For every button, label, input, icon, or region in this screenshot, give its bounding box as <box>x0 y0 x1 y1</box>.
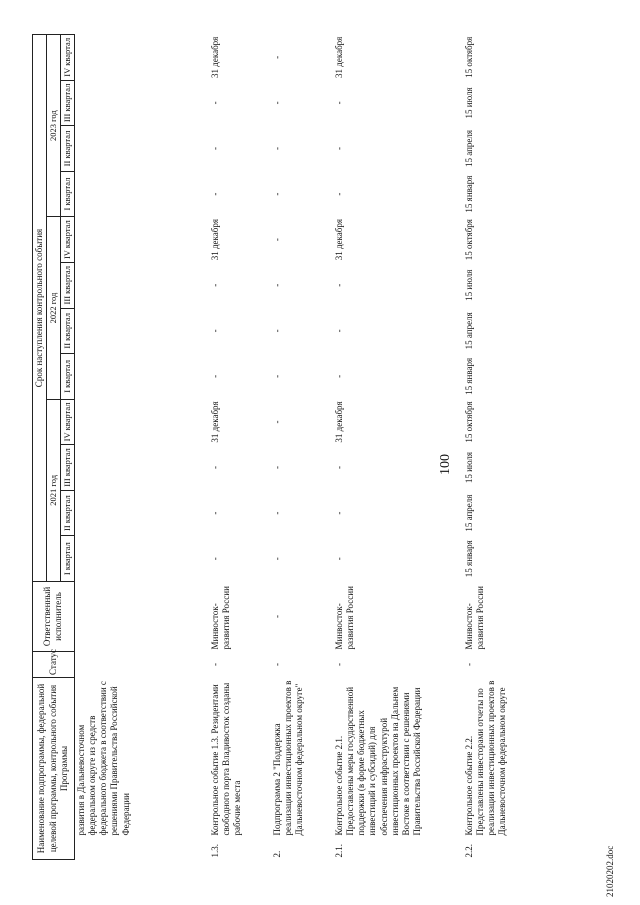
control-events-table <box>32 34 565 860</box>
row-number: 2.2. <box>463 844 474 858</box>
row-term-cell: - <box>209 192 220 196</box>
row-term-cell: 15 июля <box>463 451 474 484</box>
header-name: Наименование подпрограммы, федеральной целевой программы, контрольного события Программы <box>33 677 75 859</box>
row-name: Подпрограмма 2 "Поддержка реализации инвестиционных проектов в Дальневосточном федеральном округе" <box>271 680 304 836</box>
row-term-cell: - <box>271 238 282 242</box>
row-term-cell: - <box>333 329 344 333</box>
table-row <box>463 35 565 860</box>
row-term-cell: - <box>271 147 282 150</box>
row-term-cell <box>74 536 209 582</box>
row-status <box>74 651 209 677</box>
row-term-cell <box>74 262 209 308</box>
header-quarter: II квартал <box>60 308 74 354</box>
row-term-cell <box>74 445 209 491</box>
row-name: Контрольное событие 2.1. Предоставлены меры государственной поддержки (в форме бюджетных инвестиций и субсидий) для обеспечения инфраструктурой инвестиционных проектов на Дальнем Востоке в соответствии с решениями Правительства Российской Федерации <box>333 686 423 836</box>
table-row <box>333 35 463 860</box>
row-status: - <box>463 662 474 666</box>
row-term-cell: 31 декабря <box>209 401 220 443</box>
row-term-cell: 31 декабря <box>333 401 344 443</box>
row-term-cell: - <box>271 192 282 196</box>
row-term-cell: 15 октября <box>463 219 474 261</box>
row-name: Контрольное событие 1.3. Резидентами свободного порта Владивосток созданы рабочие места <box>209 682 242 836</box>
row-term-cell: - <box>333 374 344 378</box>
row-term-cell: 31 декабря <box>209 36 220 78</box>
row-term-cell: - <box>271 55 282 59</box>
row-term-cell: 15 июля <box>463 87 474 119</box>
row-executor: Минвосток-развития России <box>209 586 231 650</box>
header-quarter: IV квартал <box>60 217 74 263</box>
header-quarter: III квартал <box>60 262 74 308</box>
row-term-cell: 15 января <box>463 540 474 578</box>
row-term-cell <box>74 80 209 126</box>
row-number: 2. <box>271 850 282 858</box>
row-term-cell: 15 апреля <box>463 494 474 532</box>
row-term-cell <box>74 354 209 400</box>
row-term-cell: - <box>333 466 344 470</box>
row-term-cell: - <box>271 283 282 287</box>
header-quarter: III квартал <box>60 445 74 491</box>
row-number: 2.1. <box>333 844 344 858</box>
row-term-cell: - <box>209 374 220 378</box>
row-term-cell: 15 октября <box>463 36 474 78</box>
row-term-cell: 15 января <box>463 357 474 395</box>
header-year-2022: 2022 год <box>47 217 61 399</box>
row-term-cell: - <box>271 374 282 378</box>
row-term-cell: - <box>271 466 282 470</box>
row-executor: Минвосток-развития России <box>463 586 485 650</box>
header-quarter: II квартал <box>60 126 74 172</box>
row-executor: Минвосток-развития России <box>333 586 355 650</box>
row-term-cell: - <box>333 283 344 287</box>
header-quarter: IV квартал <box>60 399 74 445</box>
row-number: 1.3. <box>209 844 220 858</box>
row-name: Контрольное событие 2.2. Представлены инвесторами отчеты по реализации инвестиционных проектов в Дальневосточном федеральном округе <box>463 680 508 836</box>
row-term-cell: - <box>209 466 220 470</box>
row-term-cell: - <box>209 329 220 333</box>
row-term-cell <box>74 490 209 536</box>
row-term-cell: - <box>333 557 344 561</box>
row-term-cell: - <box>333 511 344 515</box>
row-term-cell: 15 апреля <box>463 129 474 168</box>
row-term-cell: - <box>209 147 220 150</box>
header-quarter: I квартал <box>60 354 74 400</box>
header-term: Срок наступления контрольного события <box>33 35 47 582</box>
row-term-cell: - <box>333 192 344 196</box>
row-term-cell: - <box>271 557 282 561</box>
table-row <box>209 35 271 860</box>
row-term-cell: - <box>209 557 220 561</box>
row-term-cell: - <box>271 420 282 424</box>
row-status: - <box>333 662 344 666</box>
row-term-cell: - <box>209 511 220 515</box>
row-executor: - <box>271 614 282 618</box>
header-quarter: III квартал <box>60 80 74 126</box>
row-term-cell <box>74 399 209 445</box>
row-status: - <box>209 662 220 666</box>
row-term-cell <box>74 217 209 263</box>
header-quarter: I квартал <box>60 536 74 582</box>
document-id: 21020202.doc <box>605 845 615 897</box>
row-term-cell: - <box>271 101 282 105</box>
row-term-cell: 31 декабря <box>333 36 344 78</box>
row-term-cell: - <box>333 101 344 105</box>
row-term-cell: - <box>333 147 344 150</box>
header-year-2021: 2021 год <box>47 399 61 581</box>
header-quarter: IV квартал <box>60 35 74 81</box>
table-row <box>74 35 209 860</box>
header-quarter: II квартал <box>60 490 74 536</box>
row-name: развития в Дальневосточном федеральном округе из средств федерального бюджета в соответствии с решениями Правительства Российской Федерации <box>75 681 131 836</box>
row-term-cell: - <box>271 329 282 333</box>
row-term-cell: - <box>209 101 220 105</box>
row-term-cell <box>74 171 209 217</box>
header-executor: Ответственный исполнитель <box>33 581 75 651</box>
row-term-cell: 15 января <box>463 175 474 213</box>
row-term-cell: - <box>209 283 220 287</box>
table-row <box>271 35 333 860</box>
row-term-cell: 15 апреля <box>463 312 474 350</box>
page-number: 100 <box>438 454 453 475</box>
row-executor <box>74 581 209 651</box>
row-term-cell: 31 декабря <box>209 219 220 261</box>
row-number <box>74 838 209 860</box>
row-term-cell: 15 октября <box>463 401 474 443</box>
row-term-cell <box>74 35 209 81</box>
row-term-cell: - <box>271 511 282 515</box>
header-quarter: I квартал <box>60 171 74 217</box>
row-term-cell <box>74 308 209 354</box>
header-status: Статус <box>33 651 75 677</box>
row-term-cell <box>74 126 209 172</box>
row-status: - <box>271 662 282 666</box>
header-year-2023: 2023 год <box>47 35 61 217</box>
row-term-cell: 15 июля <box>463 269 474 301</box>
row-term-cell: 31 декабря <box>333 219 344 261</box>
